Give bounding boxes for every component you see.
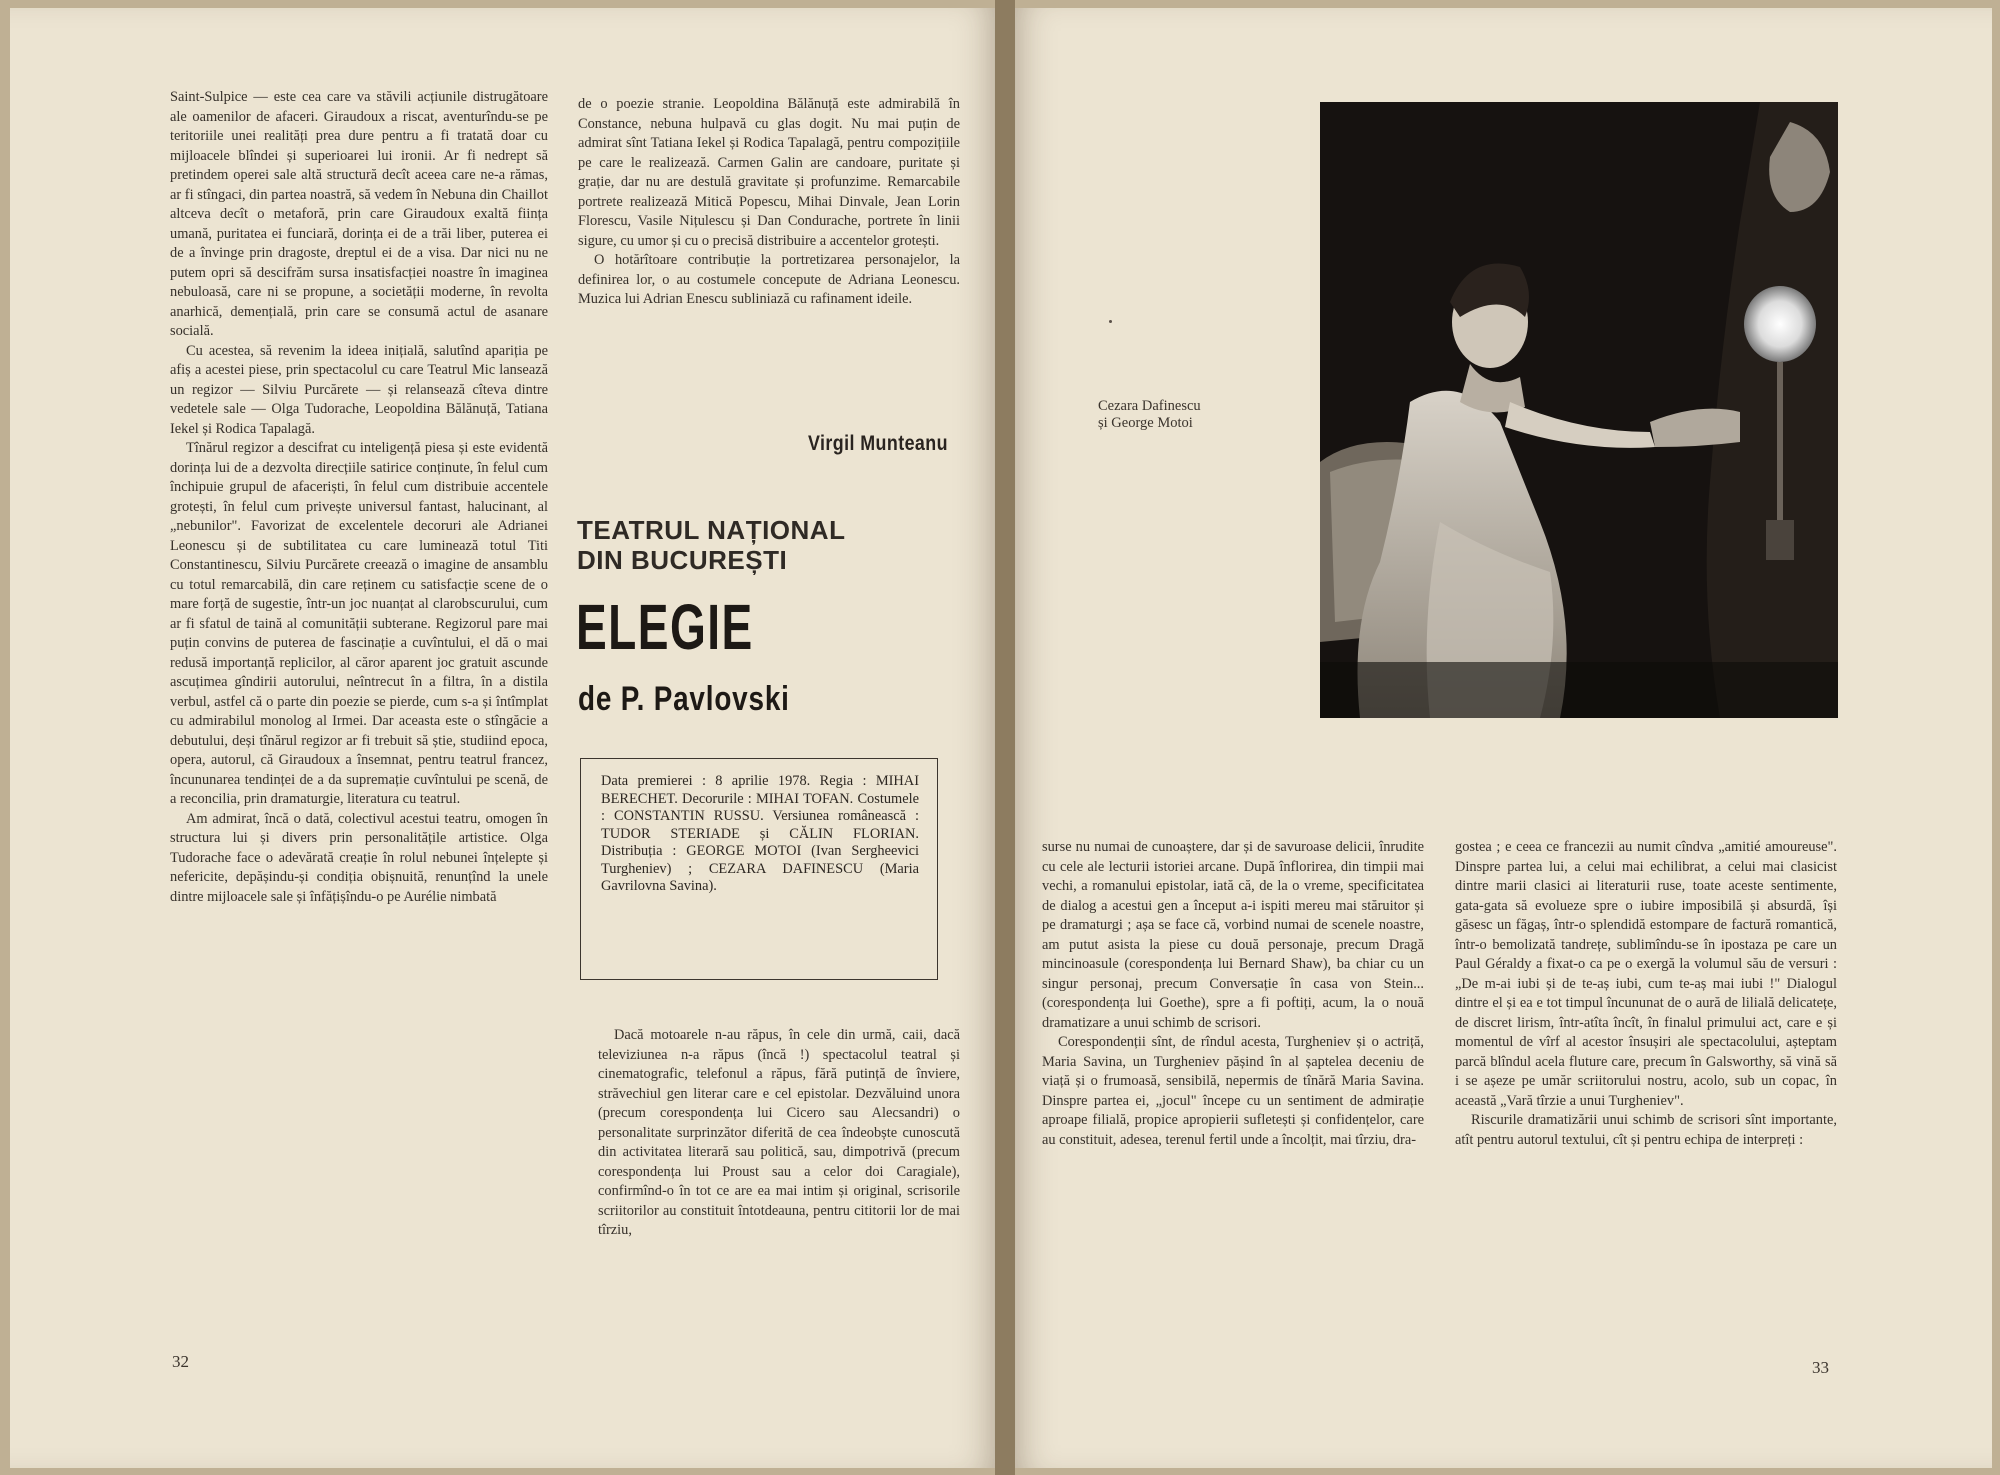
left-column-1 xyxy=(170,88,548,1328)
left-column-2-top xyxy=(578,95,960,415)
stage-photo-illustration xyxy=(1320,102,1838,718)
paragraph: de o poezie stranie. Leopoldina Bălănuță este admirabilă în Constance, nebuna hulpavă cu glas dogit. Nu mai puțin de admirat sînt Tatiana Iekel și Rodica Tapalagă, pentru compozițiile pe care le realizează. Carmen Galin are candoare, puritate și grație, dar nu are destulă gravitate și profunzime. Remarcabile portrete realizează Mitică Popescu, Mihai Dinvale, Jean Lorin Florescu, Vasile Nițulescu și Dan Condurache, portrete în linii sigure, cu umor și cu o precisă distribuire a accentelor grotești. xyxy=(578,96,960,249)
page-number-left: 32 xyxy=(172,1352,189,1371)
theatre-line-1: TEATRUL NAȚIONAL xyxy=(577,515,846,545)
paragraph: surse nu numai de cunoaștere, dar și de savuroase delicii, înrudite cu cele ale lecturii istoriei arcane. După înflorirea, din timpii mai vechi, a romanului epistolar, iată că, de la o vreme, specificitatea de dialog a acestui gen a început a-i ispiti mereu mai stăruitor și pe dramaturgi ; așa se face că, vorbind numai de scenele noastre, am putut asista la piese cu două personaje, precum Dragă mincinoasule (corespondența lui Bernard Shaw), ba chiar cu un singur personaj, precum Conversație în casa von Stein... (corespondența lui Goethe), spre a fi poftiți, acum, la o nouă dramatizare a unui schimb de scrisori. xyxy=(1042,839,1424,1031)
paragraph: Saint-Sulpice — este cea care va stăvili acțiunile distrugătoare ale oamenilor de afaceri. Giraudoux a riscat, aventurîndu-se pe teritoriile unei realități prea dure pentru a fi tratată doar cu mijloacele blîndei și superioarei lui ironii. Ar fi nedrept să pretindem operei sale altă structură decît aceea care ne-a rămas, ar fi stîngaci, din partea noastră, să vedem în Nebuna din Chaillot altceva decît o metaforă, prin care Giraudoux exaltă ființa umană, puritatea ei funciară, dorința ei de a trăi liber, puterea ei de a învinge prin dragoste, dreptul ei de a visa. Dar nici nu ne putem opri să descifrăm sursa insatisfacției noastre în imaginea nebuloasă, care ni se propune, a societății moderne, în revolta anarhică, demențială, prin care se consumă actul de asanare socială. xyxy=(170,89,548,339)
paragraph: O hotărîtoare contribuție la portretizarea personajelor, la definirea lor, o au costumele concepute de Adriana Leonescu. Muzica lui Adrian Enescu subliniază cu rafinament ideile. xyxy=(578,252,960,307)
paragraph: Dacă motoarele n-au răpus, în cele din urmă, caii, dacă televiziunea n-a răpus (încă !) spectacolul teatral și cinematografic, telefonul a răpus, fără putință de înviere, străvechiul gen literar care e cel epistolar. Dezvăluind unora (precum corespondența lui Cicero sau Alecsandri) o personalitate surprinzător diferită de cea îndeobște cunoscută din activitatea literară sau politică, sau, dimpotrivă (precum corespondența lui Proust sau a celor doi Caragiale), confirmînd-o în tot ce are ea mai intim și original, scrisorile scriitorilor au constituit întotdeauna, pentru cititorii lor de mai tîrziu, xyxy=(598,1027,960,1238)
paragraph: Tînărul regizor a descifrat cu inteligență piesa și este evidentă dorința lui de a dezvolta direcțiile satirice conținute, în felul cum închipuie grupul de afaceriști, în felul cum distribuie accentele grotești, în felul cum privește universul fantast, halucinant, al „nebunilor". Favorizat de excelentele decoruri ale Adrianei Leonescu și de subtilitatea cu care luminează totul Titi Constantinescu, Silviu Purcărete creează o imagine de ansamblu cu totul remarcabilă, din care reținem cu satisfacție scene de o mare forță de sugestie, într-un joc nuanțat al clarobscurului, cum ar fi sfatul de taină al comunității subterane. Regizorul pare mai puțin convins de puterea de fascinație a cuvîntului, el dă o mai redusă importanță replicilor, al căror aparent joc gratuit ascunde ascuțimea gîndirii autorului, neîntrecut în a filtra, în a distila verbul, astfel că o parte din poezie se pierde, cum s-a și întîmplat cu admirabilul monolog al Irmei. Dar aceasta este o stîngăcie a debutului, deși tînărul regizor ar fi trebuit să știe, studiind epoca, opera, autorul, că Giraudoux a însemnat, pentru teatrul francez, încununarea tendinței de a da supremație cuvîntului pe scenă, de a reconcilia, prin dramaturgie, literatura cu teatrul. xyxy=(170,440,548,807)
stage-photo xyxy=(1320,102,1838,718)
caption-line-1: Cezara Dafinescu xyxy=(1098,398,1201,414)
theatre-line-2: DIN BUCUREȘTI xyxy=(577,545,788,575)
play-title: ELEGIE xyxy=(576,591,754,663)
credits-box: Data premierei : 8 aprilie 1978. Regia : MIHAI BERECHET. Decorurile : MIHAI TOFAN. Costumele : CONSTANTIN RUSSU. Versiunea românească : TUDOR STERIADE și CĂLIN FLORIAN. Distribuția : GEORGE MOTOI (Ivan Sergheevici Turgheniev) ; CEZARA DAFINESCU (Maria Gavrilovna Savina). xyxy=(580,758,938,980)
paragraph: Am admirat, încă o dată, colectivul acestui teatru, omogen în structura lui și divers prin personalitățile artistice. Olga Tudorache face o adevărată creație în rolul nebunei înțelepte și nefericite, depășindu-și condiția obișnuită, renunțînd la unele dintre mijloacele sale și înfățișîndu-o pe Aurélie nimbată xyxy=(170,810,548,905)
author-signature: Virgil Munteanu xyxy=(808,432,948,455)
theatre-heading xyxy=(577,515,877,575)
page-number-right: 33 xyxy=(1812,1358,1829,1377)
paragraph: Corespondenții sînt, de rîndul acesta, Turgheniev și o actriță, Maria Savina, un Turgheniev pășind în al șaptelea deceniu de viață și o frumoasă, sensibilă, nepermis de tînără Maria Savina. Dinspre partea ei, „jocul" începe cu un sentiment de admirație aproape filială, propice apropierii sufletești și confidențelor, care au constituit, adesea, terenul fertil unde a încolțit, mai tîrziu, dra- xyxy=(1042,1034,1424,1148)
book-gutter xyxy=(995,0,1015,1475)
paragraph: gostea ; e ceea ce francezii au numit cîndva „amitié amoureuse". Dinspre partea lui, a celui mai echilibrat, a celui mai clasicist dintre marii clasici ai literaturii ruse, toate aceste sentimente, gata-gata să evolueze spre o iubire imposibilă și absurdă, își găsesc un făgaș, într-o splendidă estompare de factură romantică, într-o bemolizată tandrețe, sublimîndu-se în ipostaza pe care un Paul Géraldy a fixat-o ca pe o exergă la volumul său de versuri : „De m-ai iubi și de te-aș iubi, cum te-aș mai iubi !" Dialogul dintre el și ea e tot timpul încununat de o aură de lilială delicatețe, de discret lirism, într-atîta încît, în finalul primului act, care e și momentul de vîrf al acestor însușiri ale spectacolului, așteptam parcă blîndul acela fluture care, precum în Galsworthy, să vină să i se așeze pe umăr scriitorului nostru, acolo, sub un copac, în această „Vară tîrzie a unui Turgheniev". xyxy=(1455,839,1837,1109)
paragraph: Cu acestea, să revenim la ideea inițială, salutînd apariția pe afiș a acestei piese, prin spectacolul cu care Teatrul Mic lansează un regizor — Silviu Purcărete — și relansează cîteva dintre vedetele sale — Olga Tudorache, Leopoldina Bălănuță, Tatiana Iekel și Rodica Tapalagă. xyxy=(170,342,548,437)
right-column-2 xyxy=(1455,838,1837,1328)
paragraph: Riscurile dramatizării unui schimb de scrisori sînt importante, atît pentru autorul textului, cît și pentru echipa de interpreți : xyxy=(1455,1112,1837,1148)
left-column-2-bottom xyxy=(598,1026,960,1328)
caption-line-2: și George Motoi xyxy=(1098,415,1193,431)
play-author: de P. Pavlovski xyxy=(578,680,790,718)
speck-mark xyxy=(1109,320,1112,323)
right-column-1 xyxy=(1042,838,1424,1328)
photo-caption xyxy=(1098,398,1248,432)
